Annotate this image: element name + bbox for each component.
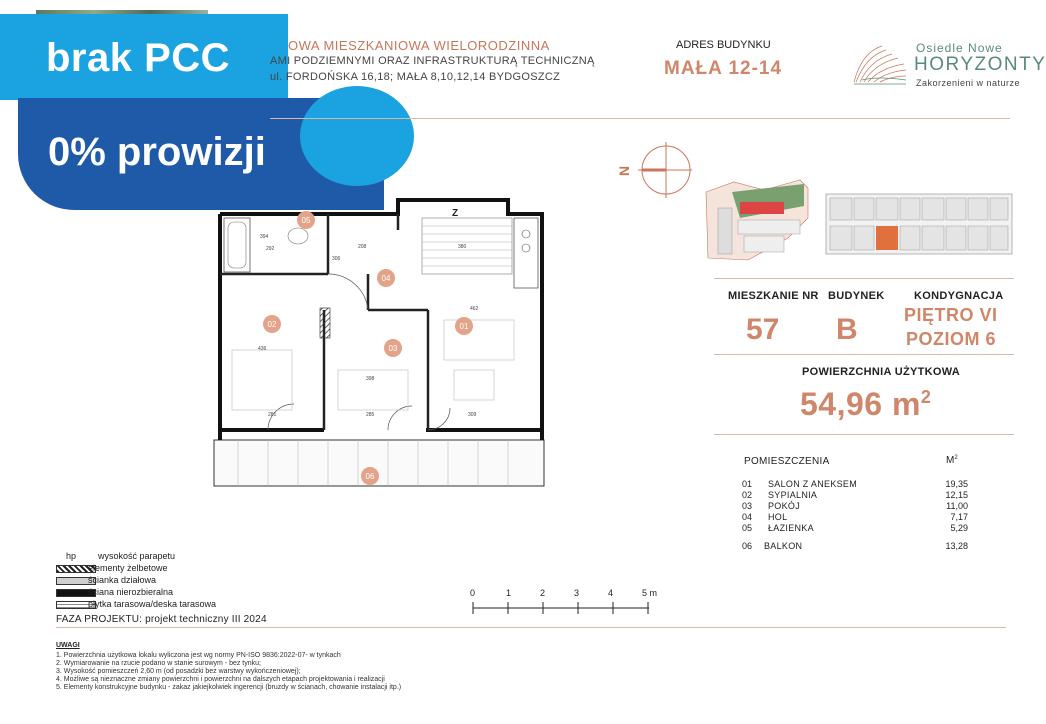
floor-label: KONDYGNACJA <box>914 290 1004 302</box>
apartment-number-value: 57 <box>746 313 780 346</box>
plan-dimension: 309 <box>468 412 477 418</box>
room-name: BALKON <box>764 541 803 551</box>
floor-value-1: PIĘTRO VI <box>904 305 998 325</box>
room-row <box>742 523 968 535</box>
room-name: HOL <box>768 512 788 522</box>
legend-label: ścianka działowa <box>88 575 157 585</box>
building-label: BUDYNEK <box>828 290 885 302</box>
promo-badge-pcc-text: brak PCC <box>46 36 231 80</box>
room-area: 19,35 <box>945 479 968 489</box>
plan-dimension: 208 <box>358 244 367 250</box>
plan-dimension: 306 <box>332 256 341 262</box>
room-number: 04 <box>742 512 753 522</box>
legend-label: elementy żelbetowe <box>88 563 168 573</box>
room-name: SALON Z ANEKSEM <box>768 479 858 489</box>
scale-tick-label: 3 <box>574 588 580 598</box>
rooms-unit-text: M <box>946 455 955 466</box>
room-area: 7,17 <box>950 512 968 522</box>
floor-plan <box>208 190 554 490</box>
scale-tick-label: 5 m <box>642 588 658 598</box>
plan-dimension: 398 <box>366 376 375 382</box>
info-divider-1 <box>714 278 1014 279</box>
plan-dimension: 436 <box>258 346 267 352</box>
plan-dimension: 292 <box>266 246 275 252</box>
notes-title: UWAGI <box>56 642 80 649</box>
project-phase: FAZA PROJEKTU: projekt techniczny III 2024 <box>56 614 267 625</box>
rooms-header: POMIESZCZENIA <box>744 456 830 467</box>
room-number: 03 <box>742 501 753 511</box>
compass-label: N <box>616 165 632 176</box>
compass-icon <box>612 140 692 200</box>
usable-area-number: 54,96 m <box>800 386 921 422</box>
apartment-number-label: MIESZKANIE NR <box>728 290 819 302</box>
building-value: B <box>836 313 858 346</box>
legend-label: ściana nierozbieralna <box>88 587 174 597</box>
plan-dimension: 281 <box>268 412 277 418</box>
usable-area-label: POWIERZCHNIA UŻYTKOWA <box>802 366 961 378</box>
room-03-label: 03 <box>388 344 398 353</box>
promo-circle <box>300 86 414 186</box>
address-value: MAŁA 12-14 <box>664 58 783 79</box>
plan-dimension: 380 <box>458 244 467 250</box>
project-subtitle-1: AMI PODZIEMNYMI ORAZ INFRASTRUKTURĄ TECHNICZNĄ <box>270 55 595 67</box>
plan-dimension: 285 <box>366 412 375 418</box>
note-line: 5. Elementy konstrukcyjne budynku - zakaz jakiejkolwiek ingerencji (bruzdy w ścianach, chowanie instalacji itp.) <box>56 684 402 691</box>
header-divider <box>270 118 1010 119</box>
room-area: 11,00 <box>946 501 968 511</box>
scale-tick-label: 4 <box>608 588 614 598</box>
site-plan <box>704 178 828 262</box>
room-number: 05 <box>742 523 753 533</box>
legend-hp-text: wysokość parapetu <box>98 551 176 561</box>
room-01-label: 01 <box>459 322 469 331</box>
room-name: POKÓJ <box>768 501 801 511</box>
logo-tagline: Zakorzenieni w naturze <box>916 78 1021 88</box>
phase-divider <box>56 627 1006 628</box>
scale-bar <box>468 586 668 616</box>
scale-tick-label: 1 <box>506 588 512 598</box>
logo-icon <box>852 42 908 86</box>
room-area: 12,15 <box>945 490 968 500</box>
note-line: 1. Powierzchnia użytkowa lokalu wyliczona jest wg normy PN-ISO 9836:2022-07- w tynkach <box>56 652 341 659</box>
note-line: 2. Wymiarowanie na rzucie podano w stanie surowym - bez tynku; <box>56 660 261 667</box>
room-number: 02 <box>742 490 753 500</box>
room-area: 13,28 <box>945 541 968 551</box>
room-02-label: 02 <box>267 320 277 329</box>
room-number: 01 <box>742 479 753 489</box>
plan-z-label: Z <box>452 208 459 219</box>
scale-tick-label: 2 <box>540 588 546 598</box>
note-line: 4. Możliwe są nieznaczne zmiany powierzchni i powierzchni na dalszych etapach projektowania i realizacji <box>56 676 385 683</box>
address-label: ADRES BUDYNKU <box>676 39 771 51</box>
room-area: 5,29 <box>950 523 968 533</box>
room-04-label: 04 <box>381 274 391 283</box>
legend-hp: hp <box>66 551 77 561</box>
room-name: SYPIALNIA <box>768 490 818 500</box>
rooms-unit <box>946 455 958 466</box>
plan-dimension: 462 <box>470 306 479 312</box>
logo-line-2: HORYZONTY <box>914 54 1046 75</box>
floor-key-plan <box>826 190 1012 260</box>
room-06-label: 06 <box>365 472 375 481</box>
room-05-label: 05 <box>301 216 311 225</box>
usable-area-exponent: 2 <box>920 387 932 407</box>
usable-area-value <box>800 386 931 423</box>
rooms-unit-exponent: 2 <box>954 455 958 461</box>
promo-badge-commission-text: 0% prowizji <box>48 130 266 174</box>
room-number: 06 <box>742 541 753 551</box>
scale-tick-label: 0 <box>470 588 476 598</box>
logo-line-1: Osiedle Nowe <box>916 41 1003 55</box>
room-row <box>742 541 968 553</box>
info-divider-3 <box>714 434 1014 435</box>
project-subtitle-2: ul. FORDOŃSKA 16,18; MAŁA 8,10,12,14 BYDGOSZCZ <box>270 71 561 83</box>
plan-dimension: 394 <box>260 234 269 240</box>
note-line: 3. Wysokość pomieszczeń 2,60 m (od posadzki bez warstwy wykończeniowej); <box>56 668 301 675</box>
floor-value-2: POZIOM 6 <box>906 329 997 349</box>
legend-label: płytka tarasowa/deska tarasowa <box>88 599 217 609</box>
room-name: ŁAZIENKA <box>768 523 814 533</box>
info-divider-2 <box>714 354 1014 355</box>
project-title: OWA MIESZKANIOWA WIELORODZINNA <box>288 38 550 53</box>
